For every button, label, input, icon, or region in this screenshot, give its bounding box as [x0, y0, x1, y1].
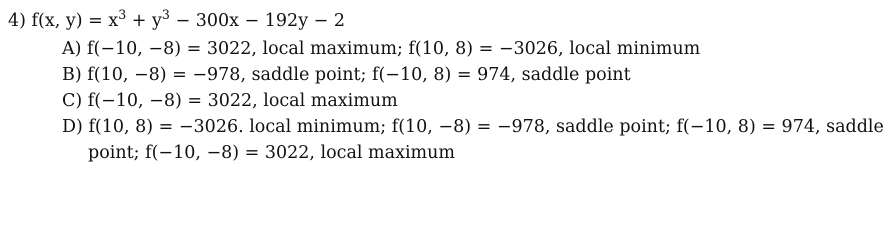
question-line — [8, 7, 345, 32]
option-d-text: f(10, 8) = −3026. local minimum; f(10, −8) = −978, saddle point; f(−10, 8) = 974, saddle — [88, 117, 884, 137]
option-a — [62, 38, 700, 60]
question-rest: − 300x − 192y − 2 — [169, 11, 345, 31]
exponent-1: 3 — [118, 7, 127, 23]
option-c — [62, 90, 398, 112]
option-b-text: f(10, −8) = −978, saddle point; f(−10, 8) = 974, saddle point — [87, 65, 631, 85]
option-b — [62, 64, 631, 86]
question-mid: + y — [126, 11, 162, 31]
option-d-letter: D) — [62, 117, 83, 137]
option-a-letter: A) — [62, 39, 82, 59]
option-c-letter: C) — [62, 91, 83, 111]
exponent-2: 3 — [161, 7, 170, 23]
option-b-letter: B) — [62, 65, 82, 85]
option-d-continuation — [88, 142, 455, 164]
option-a-text: f(−10, −8) = 3022, local maximum; f(10, 8) = −3026, local minimum — [87, 39, 701, 59]
question-lhs: f(x, y) = x — [31, 11, 119, 31]
option-d-continuation-text: point; f(−10, −8) = 3022, local maximum — [88, 143, 456, 163]
question-number: 4) — [8, 11, 26, 31]
option-c-text: f(−10, −8) = 3022, local maximum — [87, 91, 398, 111]
option-d — [62, 116, 884, 138]
